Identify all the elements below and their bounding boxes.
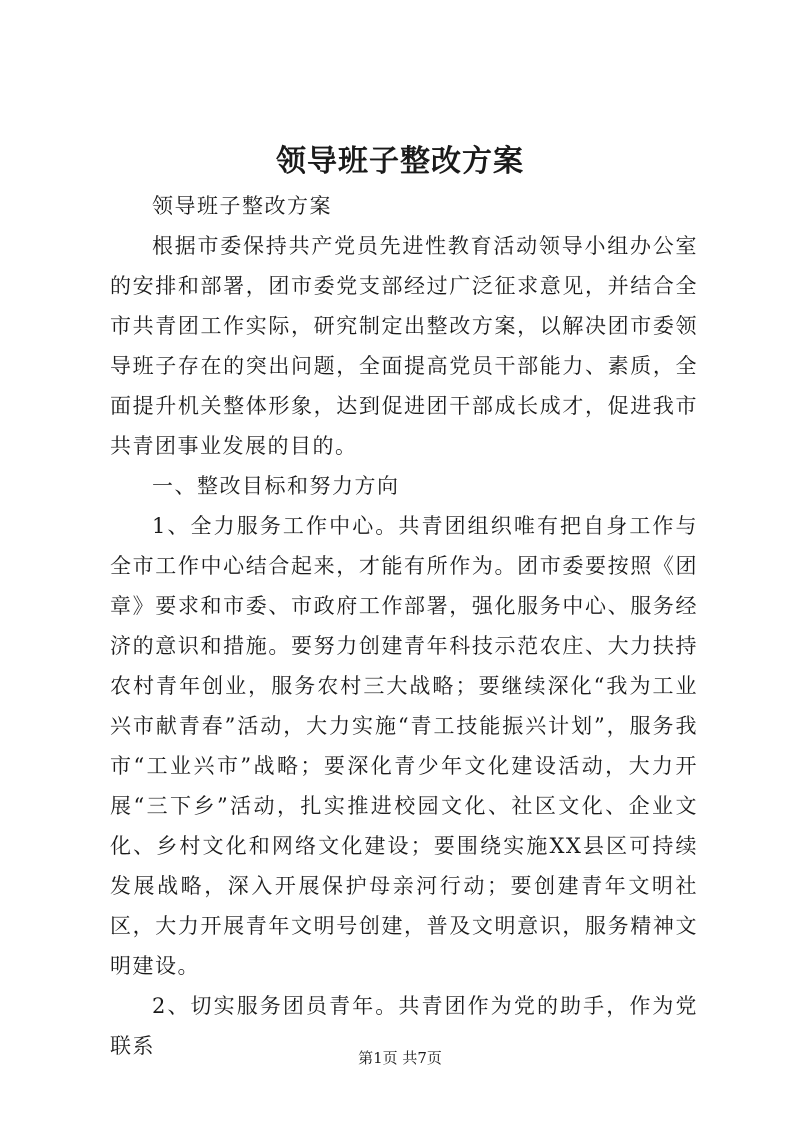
intro-paragraph: 根据市委保持共产党员先进性教育活动领导小组办公室的安排和部署，团市委党支部经过广泛征求意见，并结合全市共青团工作实际，研究制定出整改方案，以解决团市委领导班子存在的突出问题，全面提高党员干部能力、素质，全面提升机关整体形象，达到促进团干部成长成才，促进我市共青团事业发展的目的。 bbox=[110, 234, 698, 458]
document-title: 领导班子整改方案 bbox=[276, 144, 524, 179]
section-heading: 一、整改目标和努力方向 bbox=[152, 474, 400, 498]
document-body bbox=[110, 186, 698, 1066]
subtitle-paragraph: 领导班子整改方案 bbox=[152, 194, 332, 218]
paragraph-item-2: 2、切实服务团员青年。共青团作为党的助手，作为党联系 bbox=[110, 994, 698, 1058]
page-footer: 第1页 共7页 bbox=[358, 1049, 442, 1067]
paragraph-item-1: 1、全力服务工作中心。共青团组织唯有把自身工作与全市工作中心结合起来，才能有所作为。团市委要按照《团章》要求和市委、市政府工作部署，强化服务中心、服务经济的意识和措施。要努力创建青年科技示范农庄、大力扶持农村青年创业，服务农村三大战略；要继续深化“我为工业兴市献青春”活动，大力实施“青工技能振兴计划”，服务我市“工业兴市”战略；要深化青少年文化建设活动，大力开展“三下乡”活动，扎实推进校园文化、社区文化、企业文化、乡村文化和网络文化建设；要围绕实施XX县区可持续发展战略，深入开展保护母亲河行动；要创建青年文明社区，大力开展青年文明号创建，普及文明意识，服务精神文明建设。 bbox=[110, 514, 698, 978]
